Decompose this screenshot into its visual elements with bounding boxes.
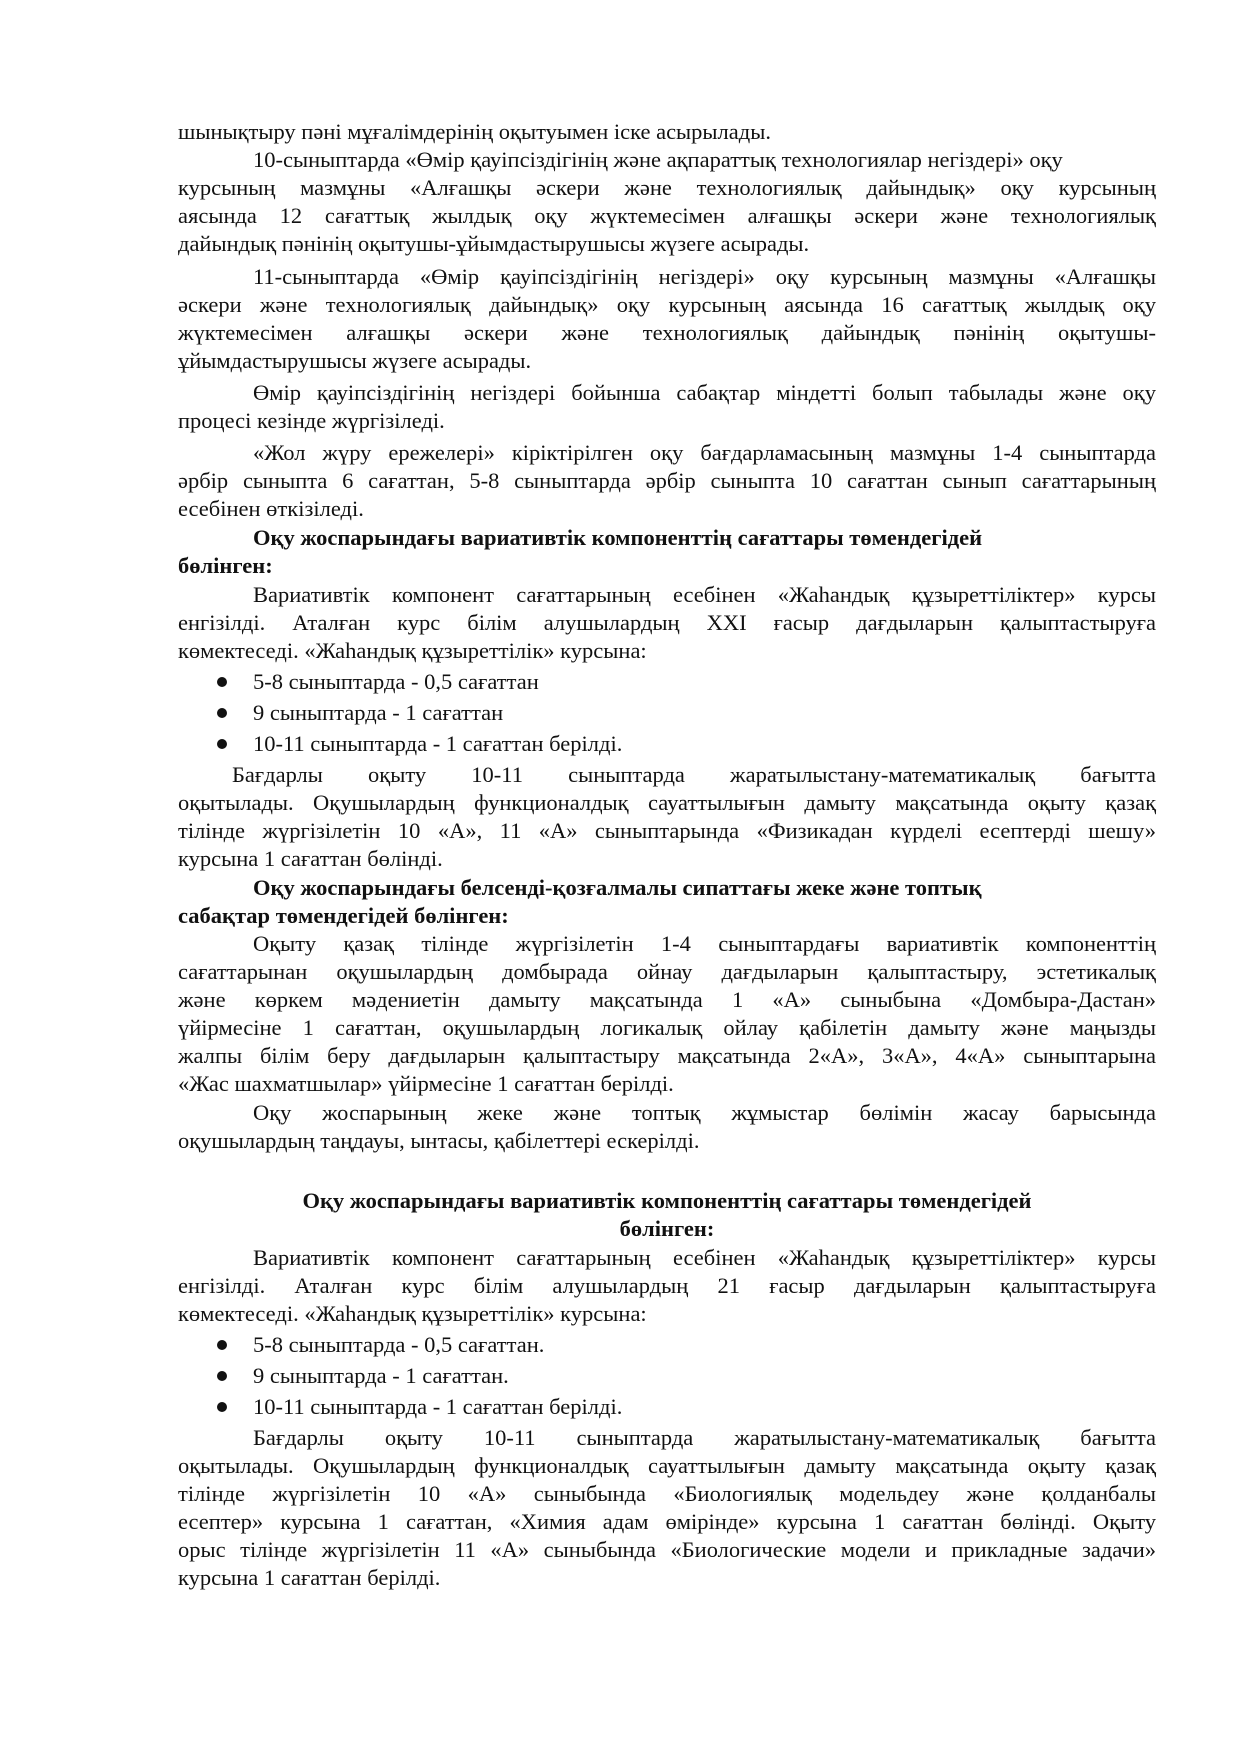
section-heading: Оқу жоспарындағы вариативтік компоненттің сағаттары төмендегідей [302,1188,1032,1213]
list-item: 10-11 сыныптарда - 1 сағаттан берілді. [253,731,623,756]
paragraph-line: Оқыту қазақ тілінде жүргізілетін 1-4 сыныптардағы вариативтік компоненттің [253,931,1156,956]
paragraph-line: жалпы білім беру дағдыларын қалыптастыру мақсатында 2«А», 3«А», 4«А» сыныптарына [178,1043,1156,1068]
paragraph-line: курсына 1 сағаттан берілді. [178,1565,441,1590]
bullet-icon [217,677,227,687]
paragraph-line: үйірмесіне 1 сағаттан, оқушылардың логикалық ойлау қабілетін дамыту және маңызды [178,1015,1156,1040]
paragraph-line: сағаттарынан оқушылардың домбырада ойнау дағдыларын қалыптастыру, эстетикалық [178,959,1156,984]
paragraph-line: 11-сыныптарда «Өмір қауіпсіздігінің негіздері» оқу курсының мазмұны «Алғашқы [253,264,1156,289]
paragraph-line: әрбір сыныпта 6 сағаттан, 5-8 сыныптарда әрбір сыныпта 10 сағаттан сынып сағаттарының [178,468,1156,493]
paragraph-line: оқытылады. Оқушылардың функционалдық сауаттылығын дамыту мақсатында оқыту қазақ [178,1453,1156,1478]
list-item: 5-8 сыныптарда - 0,5 сағаттан [253,669,539,694]
paragraph-line: енгізілді. Аталған курс білім алушылардың 21 ғасыр дағдыларын қалыптастыруға [178,1273,1156,1298]
list-item: 10-11 сыныптарда - 1 сағаттан берілді. [253,1394,623,1419]
paragraph-line: дайындық пәнінің оқытушы-ұйымдастырушысы жүзеге асырады. [178,231,810,256]
section-heading: Оқу жоспарындағы белсенді-қозғалмалы сипаттағы жеке және топтық [253,875,982,900]
paragraph-line: көмектеседі. «Жаһандық құзыреттілік» курсына: [178,1301,647,1326]
paragraph-line: «Жол жүру ережелері» кіріктірілген оқу бағдарламасының мазмұны 1-4 сыныптарда [253,440,1156,465]
paragraph-line: орыс тілінде жүргізілетін 11 «А» сыныбында «Биологические модели и прикладные задачи» [178,1537,1156,1562]
paragraph-line: Оқу жоспарының жеке және топтық жұмыстар бөлімін жасау барысында [253,1100,1156,1125]
paragraph-line: тілінде жүргізілетін 10 «А» сыныбында «Биологиялық модельдеу және қолданбалы [178,1481,1156,1506]
paragraph-line: курсына 1 сағаттан бөлінді. [178,846,443,871]
section-heading: сабақтар төмендегідей бөлінген: [178,903,509,928]
list-item: 5-8 сыныптарда - 0,5 сағаттан. [253,1332,545,1357]
bullet-icon [217,1371,227,1381]
paragraph-line: оқытылады. Оқушылардың функционалдық сауаттылығын дамыту мақсатында оқыту қазақ [178,790,1156,815]
paragraph-line: «Жас шахматшылар» үйірмесіне 1 сағаттан берілді. [178,1071,674,1096]
paragraph-line: енгізілді. Аталған курс білім алушылардың XXI ғасыр дағдыларын қалыптастыруға [178,610,1156,635]
bullet-icon [217,1402,227,1412]
paragraph-line: курсының мазмұны «Алғашқы әскери және технологиялық дайындық» оқу курсының [178,175,1156,200]
paragraph-line: және көркем мәдениетін дамыту мақсатында 1 «А» сыныбына «Домбыра-Дастан» [178,987,1156,1012]
bullet-icon [217,1340,227,1350]
section-heading: бөлінген: [178,553,273,578]
paragraph-line: оқушылардың таңдауы, ынтасы, қабілеттері ескерілді. [178,1128,700,1153]
bullet-icon [217,739,227,749]
paragraph-line: есептер» курсына 1 сағаттан, «Химия адам өмірінде» курсына 1 сағаттан бөлінді. Оқыту [178,1509,1156,1534]
bullet-icon [217,708,227,718]
list-item: 9 сыныптарда - 1 сағаттан. [253,1363,509,1388]
section-heading: Оқу жоспарындағы вариативтік компоненттің сағаттары төмендегідей [253,525,983,550]
paragraph-line: көмектеседі. «Жаһандық құзыреттілік» курсына: [178,638,647,663]
list-item: 9 сыныптарда - 1 сағаттан [253,700,504,725]
paragraph-line: 10-сыныптарда «Өмір қауіпсіздігінің және ақпараттық технологиялар негіздері» оқу [253,147,1063,172]
paragraph-line: тілінде жүргізілетін 10 «А», 11 «А» сыныптарында «Физикадан күрделі есептерді шешу» [178,818,1156,843]
paragraph-line: Вариативтік компонент сағаттарының есебінен «Жаһандық құзыреттіліктер» курсы [253,582,1156,607]
paragraph-line: есебінен өткізіледі. [178,496,364,521]
section-heading: бөлінген: [619,1216,715,1241]
paragraph-line: аясында 12 сағаттық жылдық оқу жүктемесімен алғашқы әскери және технологиялық [178,203,1156,228]
paragraph-line: Бағдарлы оқыту 10-11 сыныптарда жаратылыстану-математикалық бағытта [253,1425,1156,1450]
paragraph-line: процесі кезінде жүргізіледі. [178,408,445,433]
paragraph-line: ұйымдастырушысы жүзеге асырады. [178,348,532,373]
paragraph-line: әскери және технологиялық дайындық» оқу курсының аясында 16 сағаттық жылдық оқу [178,292,1156,317]
paragraph-line: Өмір қауіпсіздігінің негіздері бойынша сабақтар міндетті болып табылады және оқу [253,380,1156,405]
paragraph-line: Бағдарлы оқыту 10-11 сыныптарда жаратылыстану-математикалық бағытта [232,762,1156,787]
paragraph-line: шынықтыру пәні мұғалімдерінің оқытуымен іске асырылады. [178,119,771,144]
paragraph-line: Вариативтік компонент сағаттарының есебінен «Жаһандық құзыреттіліктер» курсы [253,1245,1156,1270]
paragraph-line: жүктемесімен алғашқы әскери және технологиялық дайындық пәнінің оқытушы- [178,320,1156,345]
